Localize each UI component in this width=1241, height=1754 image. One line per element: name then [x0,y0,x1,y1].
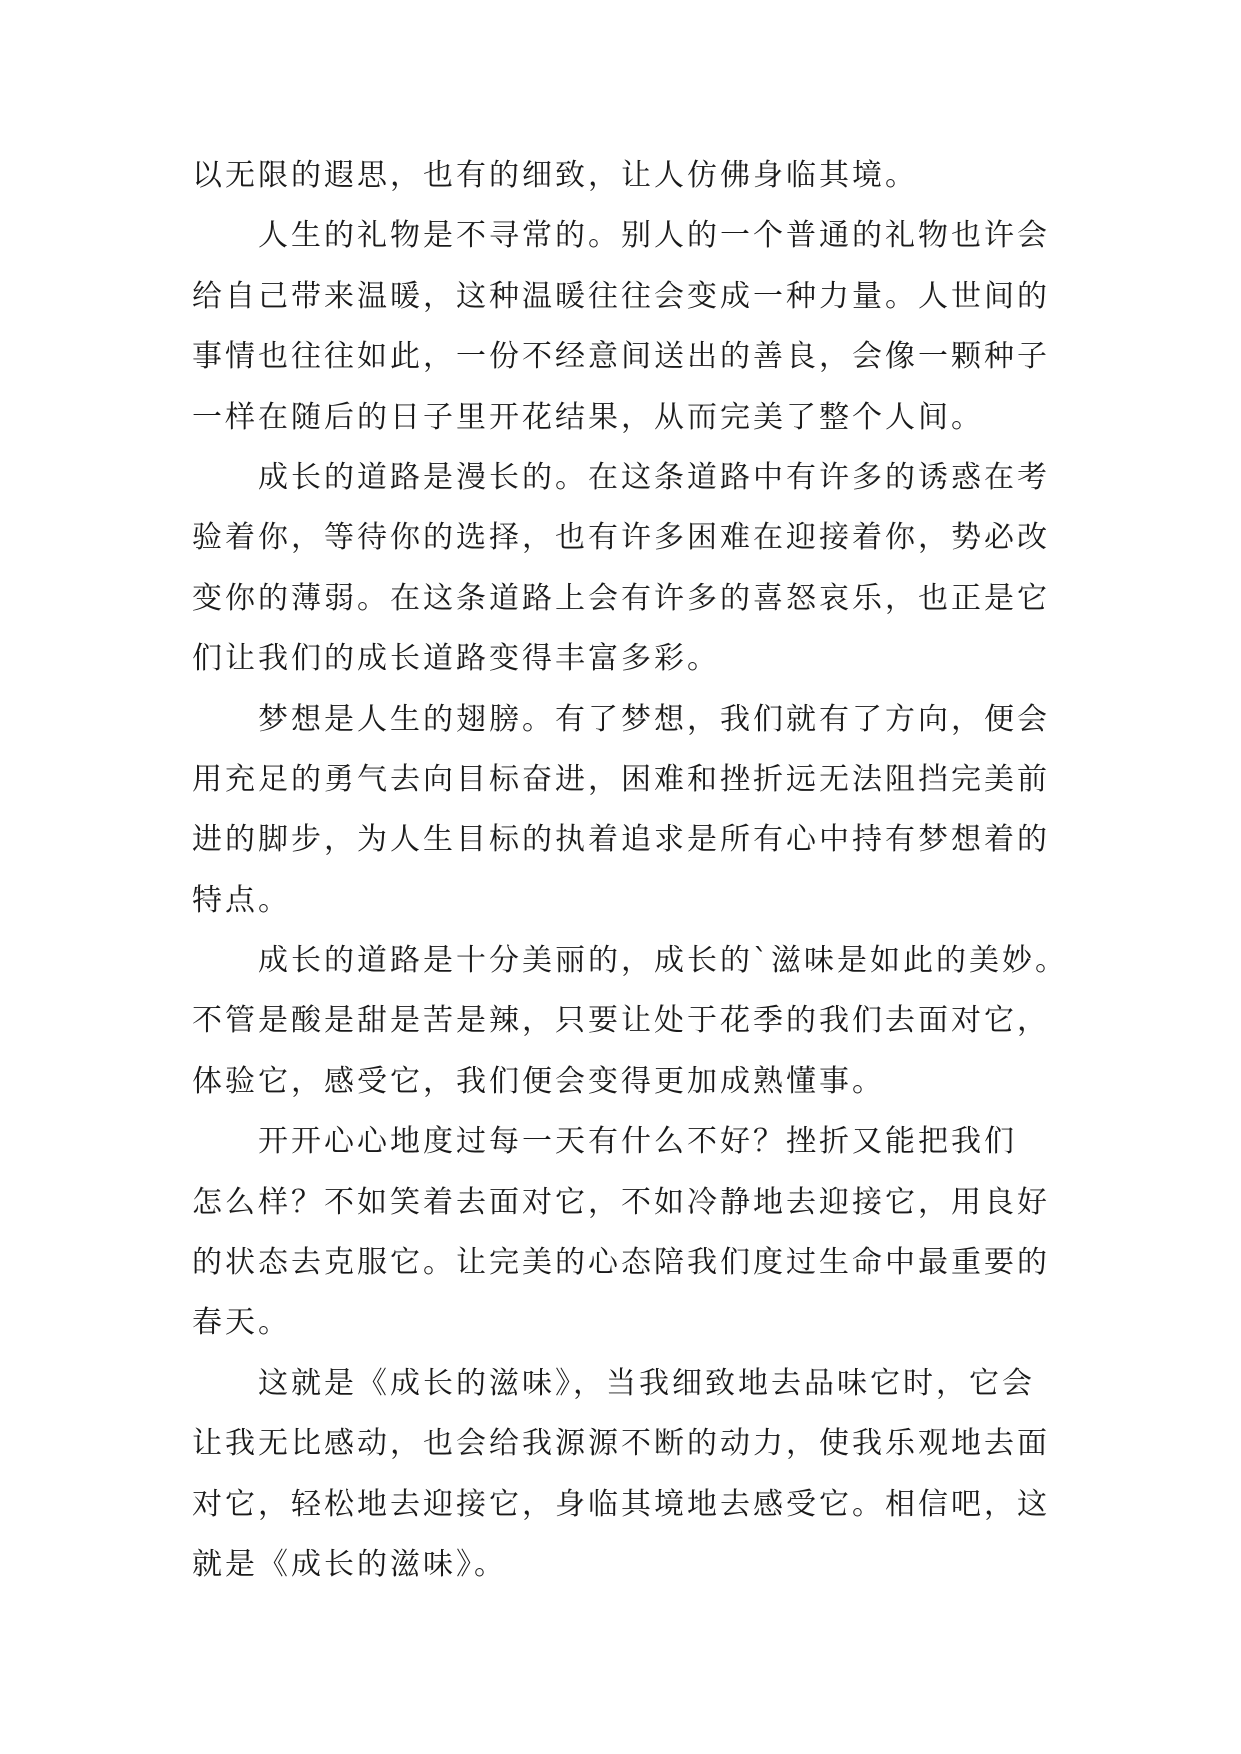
text-line: 就是《成长的滋味》。 [192,1546,507,1582]
text-line: 特点。 [192,882,291,918]
text-line: 成长的道路是十分美丽的，成长的`滋味是如此的美妙。 [258,943,1068,979]
text-line: 这就是《成长的滋味》，当我细致地去品味它时，它会 [258,1365,1035,1401]
text-line: 事情也往往如此，一份不经意间送出的善良，会像一颗种子 [192,339,1050,375]
text-line: 让我无比感动，也会给我源源不断的动力，使我乐观地去面 [192,1426,1050,1462]
text-line: 们让我们的成长道路变得丰富多彩。 [192,641,720,677]
text-line: 用充足的勇气去向目标奋进，困难和挫折远无法阻挡完美前 [192,761,1050,797]
text-line: 一样在随后的日子里开花结果，从而完美了整个人间。 [192,399,984,435]
text-line: 梦想是人生的翅膀。有了梦想，我们就有了方向，便会 [258,701,1050,737]
text-line: 体验它，感受它，我们便会变得更加成熟懂事。 [192,1063,885,1099]
text-line: 以无限的遐思，也有的细致，让人仿佛身临其境。 [192,158,918,193]
text-line: 成长的道路是漫长的。在这条道路中有许多的诱惑在考 [258,459,1050,495]
text-line: 进的脚步，为人生目标的执着追求是所有心中持有梦想着的 [192,822,1050,858]
text-line: 怎么样？不如笑着去面对它，不如冷静地去迎接它，用良好 [192,1184,1050,1220]
text-line: 不管是酸是甜是苦是辣，只要让处于花季的我们去面对它， [192,1003,1050,1039]
text-line: 开开心心地度过每一天有什么不好？挫折又能把我们 [258,1124,1017,1160]
text-line: 的状态去克服它。让完美的心态陪我们度过生命中最重要的 [192,1245,1050,1281]
text-line: 人生的礼物是不寻常的。别人的一个普通的礼物也许会 [258,218,1050,254]
text-line: 春天。 [192,1305,291,1341]
text-line: 验着你，等待你的选择，也有许多困难在迎接着你，势必改 [192,520,1050,556]
text-line: 给自己带来温暖，这种温暖往往会变成一种力量。人世间的 [192,278,1050,314]
text-line: 对它，轻松地去迎接它，身临其境地去感受它。相信吧，这 [192,1486,1050,1522]
text-line: 变你的薄弱。在这条道路上会有许多的喜怒哀乐，也正是它 [192,580,1050,616]
document-body [192,158,1072,1607]
